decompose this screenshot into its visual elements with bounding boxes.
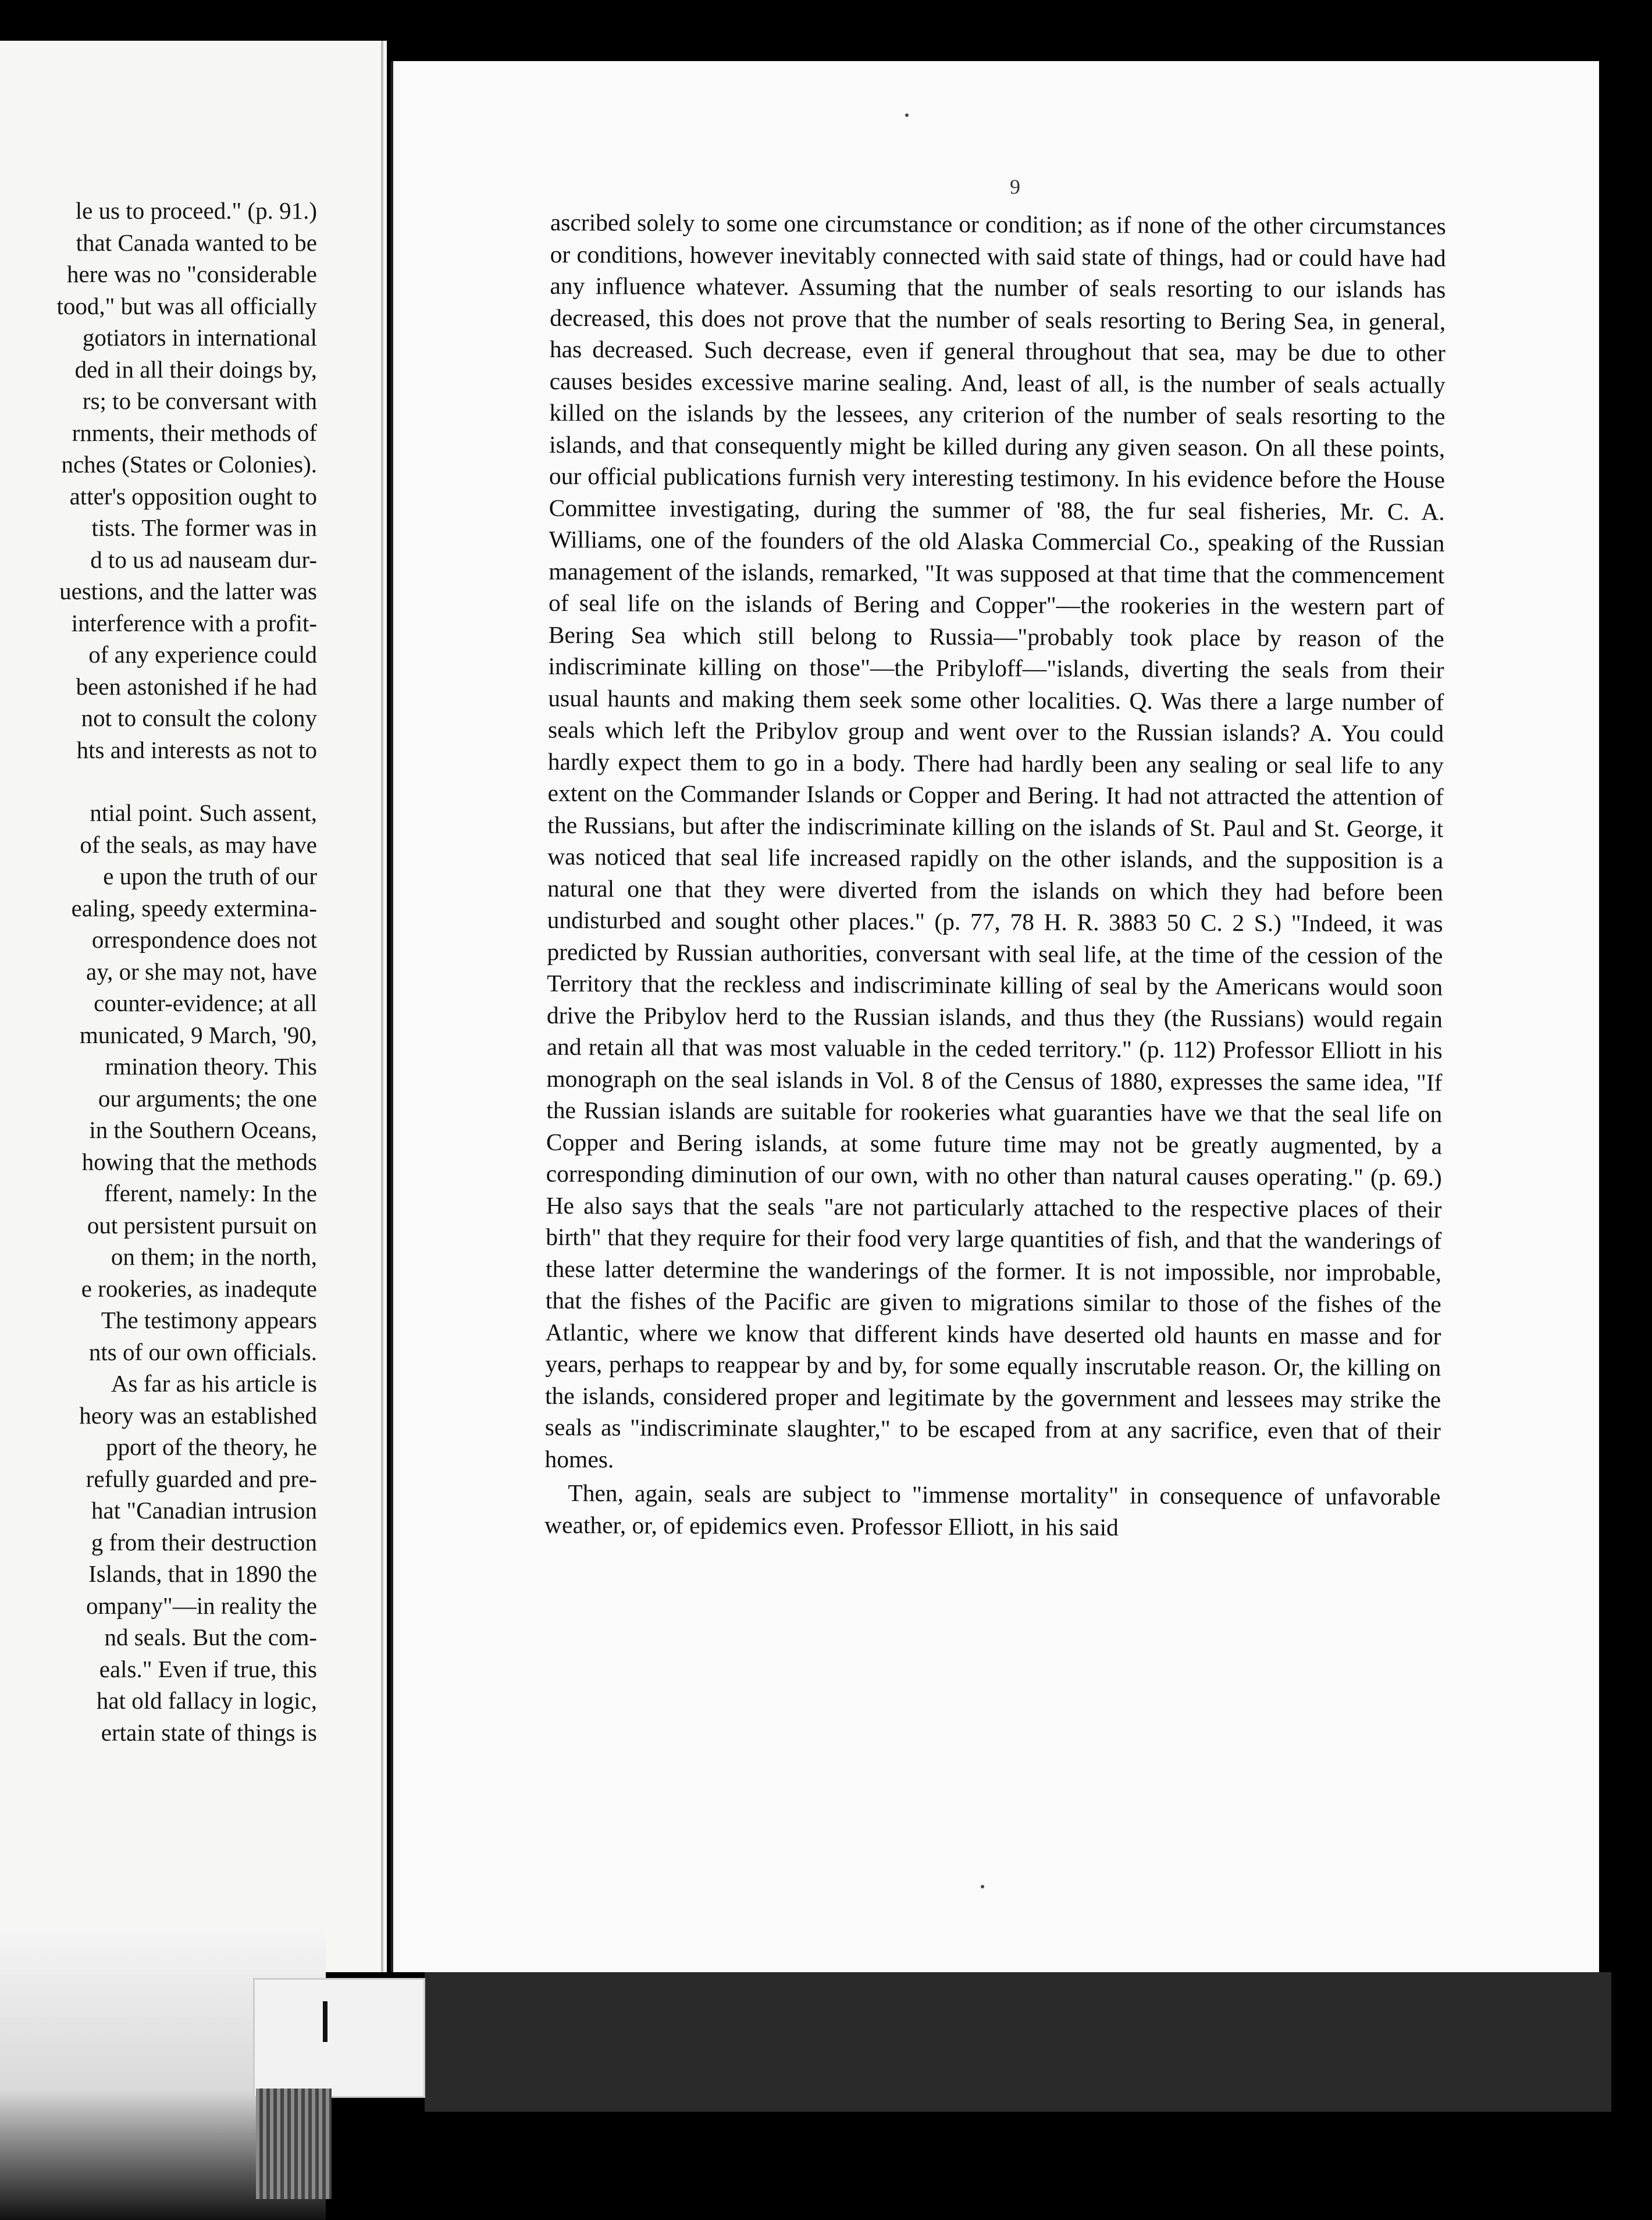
left-page-line: fferent, namely: In the [104,1180,317,1207]
right-page [391,61,1599,1972]
page-number: 9 [1010,175,1020,198]
left-page-line: howing that the methods [81,1148,317,1175]
left-page-line: Islands, that in 1890 the [88,1560,317,1587]
page-edge [381,41,383,1972]
paragraph-2: Then, again, seals are subject to "immense mortality" in consequence of unfavorable weather, or, of epidemics even. Professor Elliott, in his said [544,1479,1441,1541]
left-page-line: municated, 9 March, '90, [79,1021,317,1048]
left-page-text [0,195,317,1748]
left-page-line: here was no "considerable [67,261,317,287]
speck [981,1885,984,1888]
binding-strip [425,1972,1611,2112]
left-page-line: ealing, speedy extermina- [71,894,317,922]
left-page-line: of any experience could [88,641,317,668]
left-page-line: tood," but was all officially [56,292,317,319]
left-page-line: not to consult the colony [81,705,317,731]
left-page-line: in the Southern Oceans, [89,1116,317,1143]
left-page-line: of the seals, as may have [80,831,317,858]
left-page-line: nts of our own officials. [88,1338,317,1365]
left-page-line: hts and interests as not to [76,736,317,763]
left-page-line: e upon the truth of our [103,863,317,890]
left-page [0,41,387,1972]
left-page-line: tists. The former was in [91,514,317,541]
left-page-line: been astonished if he had [76,673,317,700]
left-page-line: rs; to be conversant with [82,387,317,414]
left-page-line: ertain state of things is [101,1719,317,1746]
binding-fray [256,2089,332,2199]
clip-bar [323,2001,327,2042]
left-page-line: ded in all their doings by, [74,355,317,383]
left-page-line: out persistent pursuit on [87,1211,317,1239]
left-page-line: nd seals. But the com- [104,1624,317,1650]
left-page-line: our arguments; the one [98,1084,317,1112]
left-page-line: eals." Even if true, this [99,1655,317,1682]
left-page-line: As far as his article is [111,1370,317,1397]
left-page-line: refully guarded and pre- [86,1465,317,1492]
left-page-line: orrespondence does not [91,926,317,953]
left-page-line: interference with a profit- [71,609,317,636]
left-page-line: on them; in the north, [111,1243,317,1270]
left-page-line: that Canada wanted to be [76,229,317,256]
left-page-line: gotiators in international [82,324,317,351]
left-page-line: hat old fallacy in logic, [96,1687,317,1714]
left-page-line: ntial point. Such assent, [90,799,317,826]
left-page-line: The testimony appears [101,1307,317,1333]
left-page-line: d to us ad nauseam dur- [90,546,317,573]
left-page-line: nches (States or Colonies). [61,451,317,478]
left-page-line: ay, or she may not, have [86,958,317,985]
body-text [544,207,1446,1545]
left-page-line: atter's opposition ought to [69,482,317,510]
left-page-line: le us to proceed." (p. 91.) [75,197,317,224]
left-page-line: g from their destruction [91,1528,317,1556]
left-page-line: hat "Canadian intrusion [91,1497,317,1524]
left-page-line [0,766,317,797]
left-page-line: uestions, and the latter was [59,578,317,604]
speck [905,113,909,117]
left-page-line: pport of the theory, he [106,1433,317,1460]
left-page-line: ompany"—in reality the [86,1592,317,1619]
left-page-line: rmination theory. This [105,1053,317,1080]
left-page-line: rnments, their methods of [72,419,317,446]
paragraph-1: ascribed solely to some one circumstance or condition; as if none of the other circumstances or conditions, however inevitably connected with said state of things, had or could have had any influence whatever. Assuming that the number of seals resorting to our islands has decreased, this does not prove that the number of seals resorting to Bering Sea, in general, has decreased. Such decrease, even if general throughout that sea, may be due to other causes besides excessive marine sealing. And, least of all, is the number of seals actually killed on the islands by the lessees, any criterion of the number of seals resorting to the islands, and that consequently might be killed during any given season. On all these points, our official publications furnish very interesting testimony. In his evidence before the House Committee investigating, during the summer of '88, the fur seal fisheries, Mr. C. A. Williams, one of the founders of the old Alaska Commercial Co., speaking of the Russian management of the islands, remarked, "It was supposed at that time that the commencement of seal life on the islands of Bering and Copper"—the rookeries in the western part of Bering Sea which still belong to Russia—"probably took place by reason of the indiscriminate killing on those"—the Pribyloff—"islands, diverting the seals from their usual haunts and making them seek some other localities. Q. Was there a large number of seals which left the Pribylov group and went over to the Russian islands? A. You could hardly expect them to go in a body. There had hardly been any sealing or seal life to any extent on the Commander Islands or Copper and Bering. It had not attracted the attention of the Russians, but after the indiscriminate killing on the islands of St. Paul and St. George, it was noticed that seal life increased rapidly on the other islands, and the supposition is a natural one that they were diverted from the islands on which they had before been undisturbed and sought other places." (p. 77, 78 H. R. 3883 50 C. 2 S.) "Indeed, it was predicted by Russian authorities, conversant with seal life, at the time of the cession of the Territory that the reckless and indiscriminate killing of seal by the Americans would soon drive the Pribylov herd to the Russian islands, and thus they (the Russians) would regain and retain all that was most valuable in the ceded territory." (p. 112) Professor Elliott in his monograph on the seal islands in Vol. 8 of the Census of 1880, expresses the same idea, "If the Russian islands are suitable for rookeries what guaranties have we that the seal life on Copper and Bering islands, at some future time may not be greatly augmented, by a corresponding diminution of our own, with no other than natural causes operating." (p. 69.) He also says that the seals "are not particularly attached to the respective places of their birth" that they require for their food very large quantities of fish, and that the wanderings of these latter determine the wanderings of the former. It is not impossible, nor improbable, that the fishes of the Pacific are given to migrations similar to those of the fishes of the Atlantic, where we know that different kinds have deserted old haunts en masse and for years, perhaps to reappear by and by, for some equally inscrutable reason. Or, the killing on the islands, considered proper and legitimate by the government and lessees may strike the seals as "indiscriminate slaughter," to be escaped from at any sacrifice, even that of their homes. [544,208,1446,1472]
left-page-line: heory was an established [79,1401,317,1429]
left-page-line: counter-evidence; at all [94,990,317,1016]
binder-clip [253,1978,425,2098]
left-page-line: e rookeries, as inadequte [81,1275,317,1302]
